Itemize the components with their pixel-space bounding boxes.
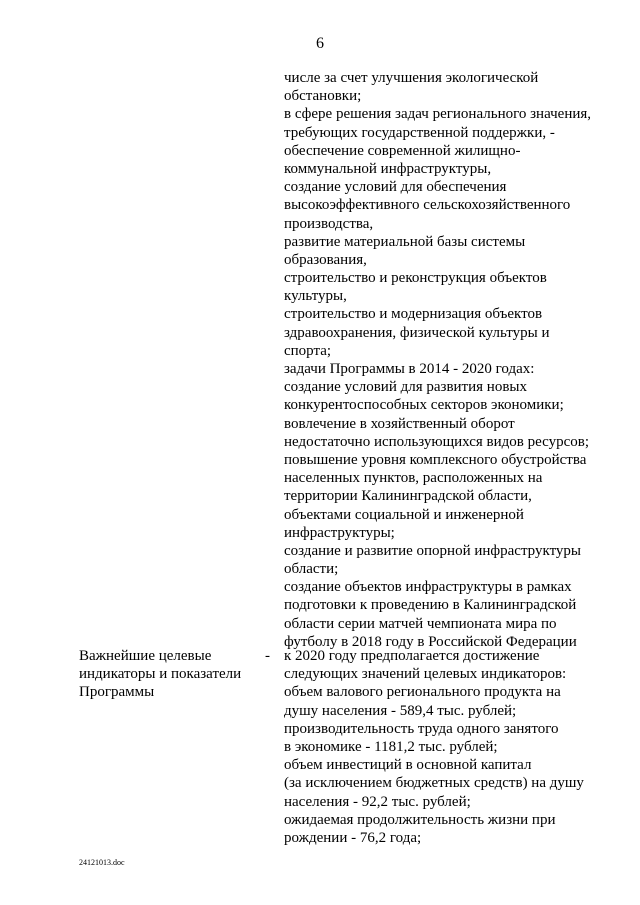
label-line: индикаторы и показатели xyxy=(79,666,242,683)
text-line: в сфере решения задач регионального значения, xyxy=(284,106,592,123)
text-line: числе за счет улучшения экологической xyxy=(284,70,539,86)
text-line: создание объектов инфраструктуры в рамках xyxy=(284,579,572,596)
text-line: задачи Программы в 2014 - 2020 годах: xyxy=(284,361,535,377)
text-line: повышение уровня комплексного обустройства xyxy=(284,451,587,468)
row-dash: - xyxy=(265,648,270,664)
page-number: 6 xyxy=(316,35,324,52)
text-line: к 2020 году предполагается достижение xyxy=(284,648,540,664)
text-line: подготовки к проведению в Калининградской xyxy=(284,597,577,614)
text-line: объем инвестиций в основной капитал xyxy=(284,757,532,774)
text-line: строительство и реконструкция объектов xyxy=(284,270,547,287)
text-line: здравоохранения, физической культуры и xyxy=(284,324,550,341)
text-line: строительство и модернизация объектов xyxy=(284,306,543,323)
label-line: Программы xyxy=(79,684,155,701)
text-line: инфраструктуры; xyxy=(284,524,395,541)
text-line: в экономике - 1181,2 тыс. рублей; xyxy=(284,738,498,755)
text-line: населенных пунктов, расположенных на xyxy=(284,470,543,487)
text-line: недостаточно использующихся видов ресурсов; xyxy=(284,433,590,450)
text-line: (за исключением бюджетных средств) на душу xyxy=(284,775,584,792)
text-line: области серии матчей чемпионата мира по xyxy=(284,615,557,632)
text-line: следующих значений целевых индикаторов: xyxy=(284,666,567,683)
text-line: спорта; xyxy=(284,342,332,359)
text-line: территории Калининградской области, xyxy=(284,488,532,505)
continued-text-block xyxy=(284,69,624,651)
text-line: требующих государственной поддержки, - xyxy=(284,124,555,141)
text-line: образования, xyxy=(284,251,367,268)
text-line: производства, xyxy=(284,215,374,232)
text-line: обстановки; xyxy=(284,88,362,105)
text-line: создание и развитие опорной инфраструктуры xyxy=(284,542,582,559)
text-line: объем валового регионального продукта на xyxy=(284,684,561,701)
text-line: создание условий для развития новых xyxy=(284,379,527,396)
text-line: рождении - 76,2 года; xyxy=(284,829,422,846)
text-line: обеспечение современной жилищно- xyxy=(284,142,521,159)
footer-filename: 24121013.doc xyxy=(79,858,125,867)
text-line: коммунальной инфраструктуры, xyxy=(284,160,492,177)
indicators-row-label xyxy=(79,647,269,702)
text-line: культуры, xyxy=(284,288,347,305)
text-line: объектами социальной и инженерной xyxy=(284,506,524,523)
text-line: производительность труда одного занятого xyxy=(284,720,559,737)
text-line: развитие материальной базы системы xyxy=(284,233,526,250)
text-line: конкурентоспособных секторов экономики; xyxy=(284,397,564,414)
text-line: футболу в 2018 году в Российской Федерации xyxy=(284,633,577,650)
text-line: высокоэффективного сельскохозяйственного xyxy=(284,197,571,214)
text-line: душу населения - 589,4 тыс. рублей; xyxy=(284,702,517,719)
indicators-row-value xyxy=(284,647,624,847)
text-line: создание условий для обеспечения xyxy=(284,179,507,196)
text-line: области; xyxy=(284,561,339,578)
text-line: вовлечение в хозяйственный оборот xyxy=(284,415,515,432)
label-line: Важнейшие целевые xyxy=(79,648,212,664)
text-line: ожидаемая продолжительность жизни при xyxy=(284,811,556,828)
text-line: населения - 92,2 тыс. рублей; xyxy=(284,793,471,810)
